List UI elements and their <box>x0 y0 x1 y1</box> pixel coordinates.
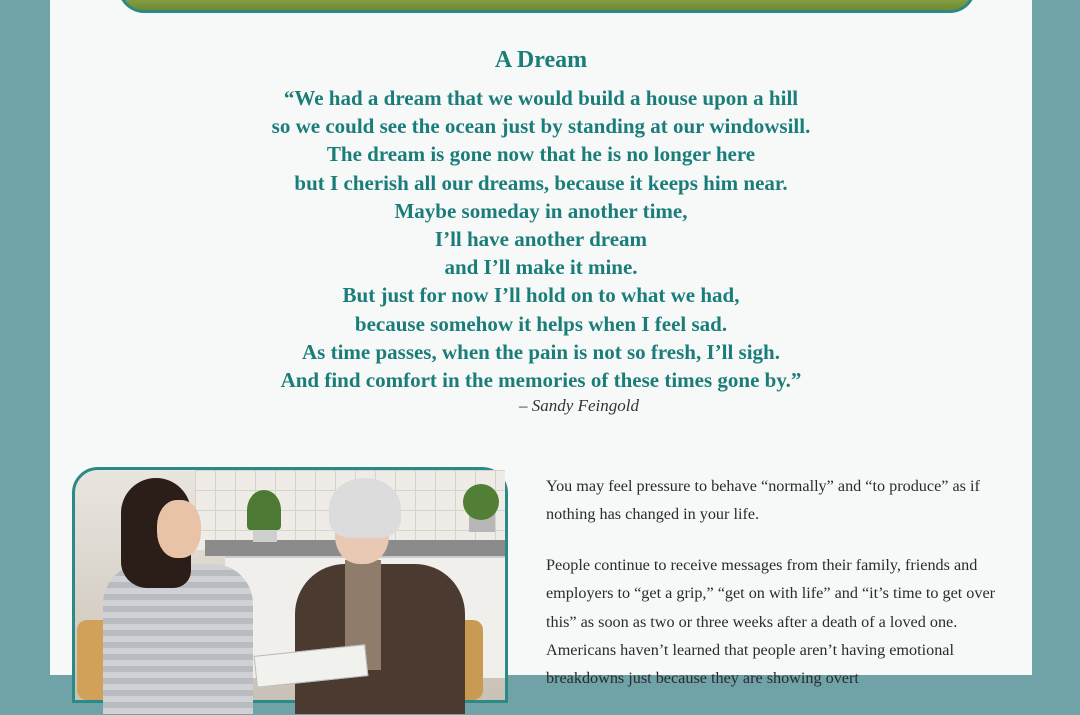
page <box>50 0 1032 688</box>
poem-line: and I’ll make it mine. <box>444 255 638 280</box>
poem-line: I’ll have another dream <box>434 227 648 252</box>
plant <box>463 484 499 520</box>
poem-line: Maybe someday in another time, <box>394 198 688 223</box>
poem-line: And find comfort in the memories of these times gone by.” <box>280 368 802 393</box>
poem-line: The dream is gone now that he is no longer here <box>326 142 756 167</box>
poem-line: so we could see the ocean just by standing at our windowsill. <box>271 114 811 139</box>
older-woman-hair <box>329 478 401 538</box>
young-woman-face <box>157 500 201 558</box>
caregiver-photo <box>72 467 508 703</box>
poem-line: But just for now I’ll hold on to what we had, <box>342 283 740 308</box>
paragraph: You may feel pressure to behave “normally” and “to produce” as if nothing has changed in your life. <box>546 477 980 524</box>
landscape-photo <box>118 0 976 13</box>
poem-line: As time passes, when the pain is not so fresh, I’ll sigh. <box>301 339 780 364</box>
poem-line: because somehow it helps when I feel sad. <box>354 311 728 336</box>
poem <box>50 46 1032 416</box>
poem-author: – Sandy Feingold <box>519 396 639 416</box>
paragraph: People continue to receive messages from their family, friends and employers to “get a grip,” “get on with life” and “it’s time to get over this” as soon as two or three weeks after a death of a loved one. Americans haven’t learned that people aren’t having emotional breakdowns just because they are showing overt <box>546 555 996 688</box>
poem-title: A Dream <box>494 47 588 73</box>
young-woman-figure <box>97 478 247 708</box>
poem-line: but I cherish all our dreams, because it keeps him near. <box>294 170 788 195</box>
poem-line: “We had a dream that we would build a house upon a hill <box>283 86 799 110</box>
body-text <box>546 472 1010 715</box>
